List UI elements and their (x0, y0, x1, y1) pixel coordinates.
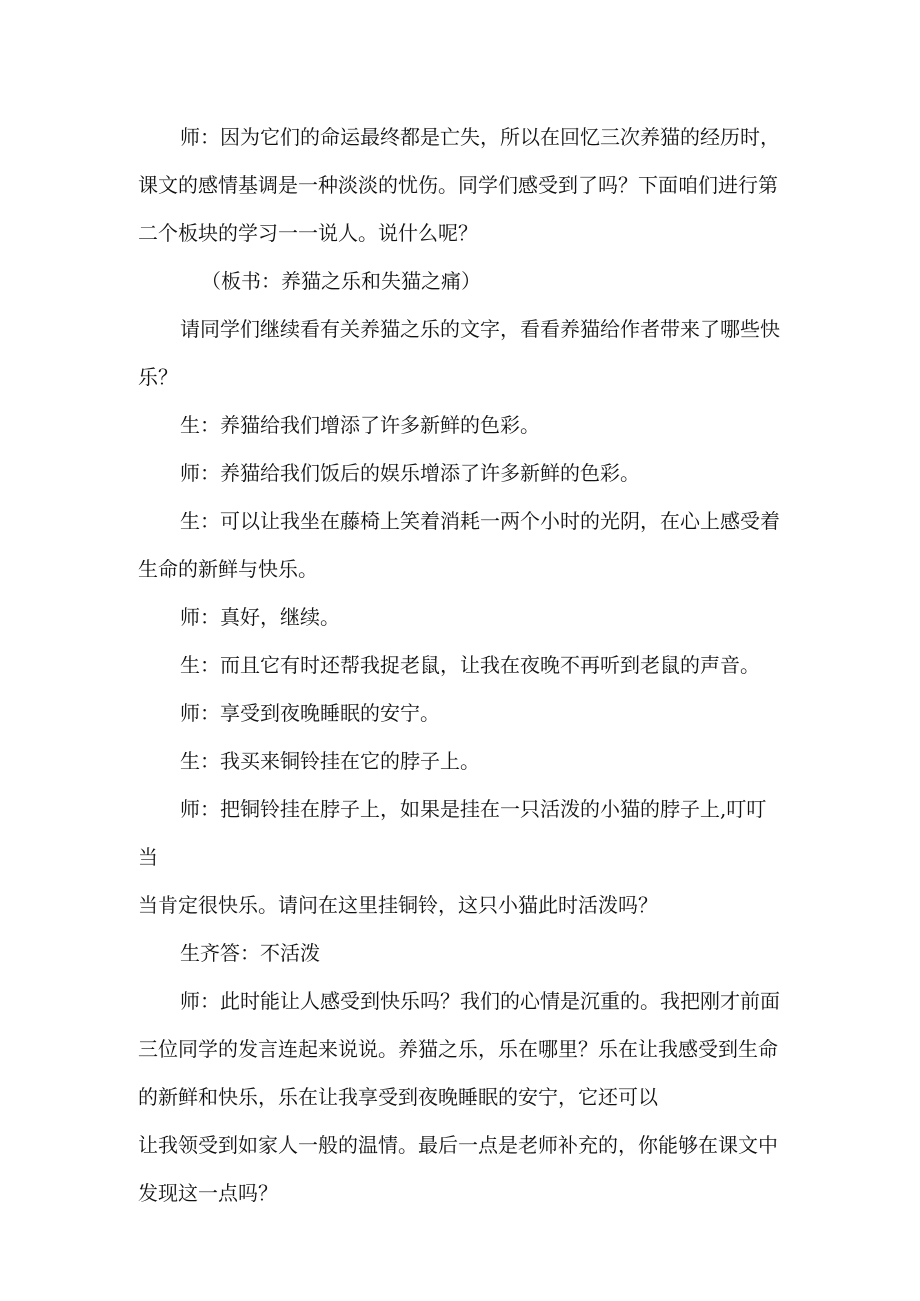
paragraph-students-chorus (138, 929, 783, 977)
text-line: 师：把铜铃挂在脖子上，如果是挂在一只活泼的小猫的脖子上,叮叮当 (138, 797, 767, 869)
text-line: 乐？ (138, 365, 178, 389)
paragraph-student-1 (138, 401, 783, 449)
text-line: 发现这一点吗？ (138, 1181, 278, 1205)
text-line: 让我领受到如家人一般的温情。最后一点是老师补充的，你能够在课文中 (138, 1133, 778, 1157)
paragraph-teacher-5 (138, 785, 783, 929)
text-line: 师：因为它们的命运最终都是亡失，所以在回忆三次养猫的经历时， (180, 125, 780, 149)
text-line: 当肯定很快乐。请问在这里挂铜铃，这只小猫此时活泼吗？ (138, 893, 658, 917)
text-line: （板书：养猫之乐和失猫之痛） (201, 269, 481, 293)
paragraph-teacher-3 (138, 593, 783, 641)
document-body (138, 113, 783, 1217)
text-line: 生齐答：不活泼 (180, 941, 320, 965)
paragraph-student-2 (138, 497, 783, 593)
paragraph-student-3 (138, 641, 783, 689)
text-line: 生：而且它有时还帮我捉老鼠，让我在夜晚不再听到老鼠的声音。 (180, 653, 760, 677)
paragraph-instruction (138, 305, 783, 401)
text-line: 师：养猫给我们饭后的娱乐增添了许多新鲜的色彩。 (180, 461, 640, 485)
text-line: 生命的新鲜与快乐。 (138, 557, 318, 581)
text-line: 师：享受到夜晚睡眠的安宁。 (180, 701, 440, 725)
text-line: 生：可以让我坐在藤椅上笑着消耗一两个小时的光阴，在心上感受着 (180, 509, 780, 533)
text-line: 师：真好，继续。 (180, 605, 340, 629)
paragraph-teacher-1 (138, 113, 783, 257)
paragraph-teacher-6 (138, 977, 783, 1217)
text-line: 三位同学的发言连起来说说。养猫之乐，乐在哪里？乐在让我感受到生命 (138, 1037, 778, 1061)
text-line: 师：此时能让人感受到快乐吗？我们的心情是沉重的。我把刚才前面 (180, 989, 780, 1013)
paragraph-teacher-4 (138, 689, 783, 737)
text-line: 二个板块的学习一一说人。说什么呢？ (138, 221, 478, 245)
paragraph-board-note (138, 257, 783, 305)
text-line: 课文的感情基调是一种淡淡的忧伤。同学们感受到了吗？下面咱们进行第 (138, 173, 778, 197)
text-line: 的新鲜和快乐，乐在让我享受到夜晚睡眠的安宁，它还可以 (138, 1085, 658, 1109)
text-line: 生：养猫给我们增添了许多新鲜的色彩。 (180, 413, 540, 437)
paragraph-teacher-2 (138, 449, 783, 497)
text-line: 生：我买来铜铃挂在它的脖子上。 (180, 749, 480, 773)
text-line: 请同学们继续看有关养猫之乐的文字，看看养猫给作者带来了哪些快 (180, 317, 780, 341)
paragraph-student-4 (138, 737, 783, 785)
